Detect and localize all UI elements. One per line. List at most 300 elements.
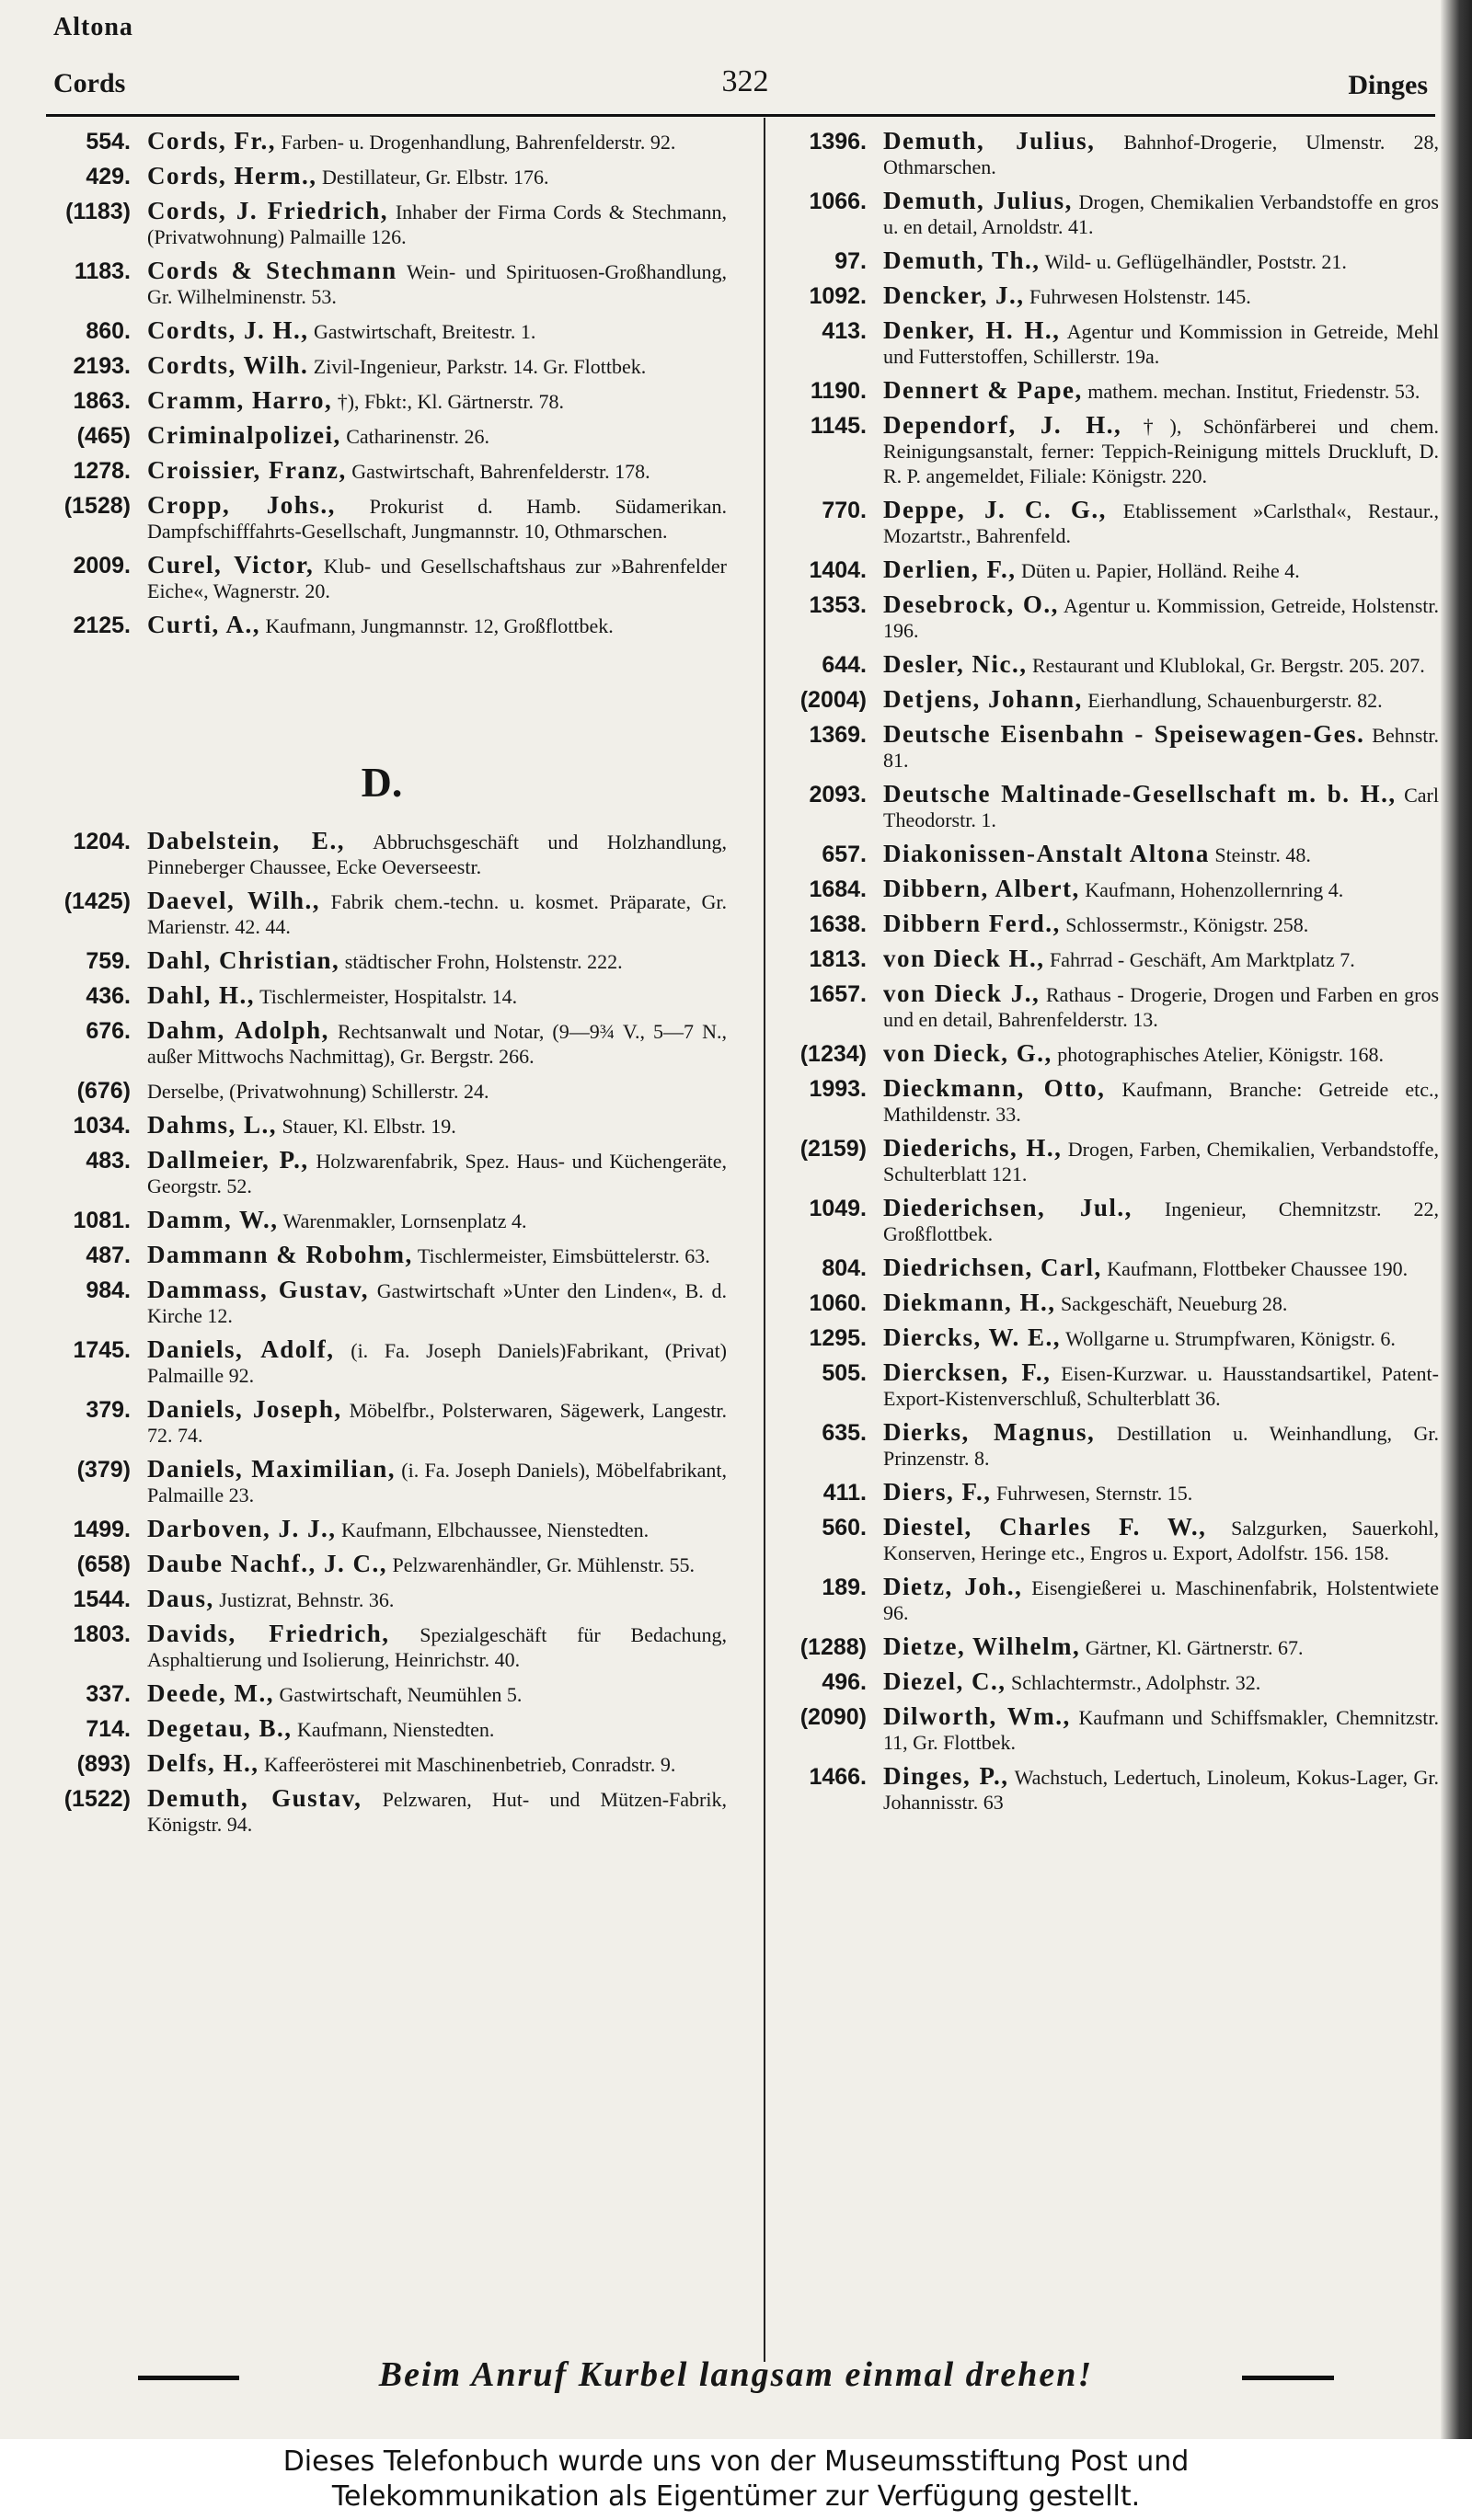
subscriber-name: Cropp, Johs.,: [147, 491, 336, 519]
directory-entry: [37, 1337, 727, 1388]
subscriber-name: Diestel, Charles F. W.,: [883, 1513, 1207, 1541]
subscriber-details: Gastwirtschaft, Bahrenfelderstr. 178.: [346, 460, 650, 483]
page-number: 322: [721, 64, 769, 98]
subscriber-details: Spezialgeschäft für Bedachung, Asphaltierung und Isolierung, Heinrichstr. 40.: [147, 1623, 727, 1671]
slogan-banner: [138, 2354, 1334, 2400]
phone-number: (2004): [799, 687, 867, 713]
entry-text: [883, 1290, 1439, 1316]
subscriber-details: Ingenieur, Chemnitzstr. 22, Großflottbek.: [883, 1197, 1439, 1245]
subscriber-name: Dibbern, Albert,: [883, 875, 1080, 902]
directory-entry: [775, 911, 1439, 937]
phone-number: 1204.: [73, 829, 131, 854]
directory-entry: [37, 983, 727, 1009]
phone-number: 1369.: [809, 722, 867, 748]
directory-entry: [775, 981, 1439, 1032]
directory-entry: [37, 1397, 727, 1448]
directory-entry: [775, 876, 1439, 902]
phone-number: 554.: [86, 129, 131, 155]
directory-entry: [37, 1277, 727, 1328]
phone-number: 770.: [822, 498, 867, 523]
subscriber-details: Justizrat, Behnstr. 36.: [213, 1588, 395, 1611]
directory-entry: [775, 1420, 1439, 1471]
subscriber-name: Dieckmann, Otto,: [883, 1074, 1106, 1102]
entry-text: [147, 258, 727, 309]
phone-number: 1034.: [73, 1113, 131, 1139]
phone-number: 1049.: [809, 1196, 867, 1221]
directory-entry: [37, 1148, 727, 1198]
phone-number: 984.: [86, 1277, 131, 1303]
directory-entry: [37, 388, 727, 414]
subscriber-name: Davids, Friedrich,: [147, 1620, 390, 1647]
subscriber-details: †), Fbkt:, Kl. Gärtnerstr. 78.: [332, 390, 564, 413]
directory-entry: [775, 652, 1439, 678]
phone-number: 1466.: [809, 1764, 867, 1790]
subscriber-name: Dierks, Magnus,: [883, 1418, 1096, 1446]
subscriber-name: Dahl, Christian,: [147, 946, 340, 974]
subscriber-name: Cords, Herm.,: [147, 162, 317, 189]
subscriber-details: städtischer Frohn, Holstenstr. 222.: [339, 950, 623, 973]
subscriber-name: Daniels, Joseph,: [147, 1395, 342, 1423]
directory-entry: [37, 613, 727, 638]
entry-text: [883, 842, 1439, 867]
entry-text: [147, 1277, 727, 1328]
entry-text: [147, 1716, 727, 1742]
subscriber-details: Klub- und Gesellschaftshaus zur »Bahrenfelder Eiche«, Wagnerstr. 20.: [147, 555, 727, 602]
directory-entry: [775, 1634, 1439, 1660]
directory-entry: [775, 189, 1439, 239]
entry-text: [883, 1420, 1439, 1471]
subscriber-details: Gastwirtschaft »Unter den Linden«, B. d. Kirche 12.: [147, 1279, 727, 1327]
entry-text: [147, 1586, 727, 1612]
phone-number: 97.: [834, 248, 867, 274]
entry-text: [883, 413, 1439, 488]
directory-entry: [37, 1457, 727, 1507]
footer-line-1: Dieses Telefonbuch wurde uns von der Museumsstiftung Post und: [282, 2446, 1190, 2478]
entry-text: [147, 983, 727, 1009]
phone-number: (658): [76, 1552, 131, 1577]
subscriber-name: Deppe, J. C. G.,: [883, 496, 1107, 523]
directory-entry: [37, 458, 727, 484]
subscriber-details: Warenmakler, Lornsenplatz 4.: [278, 1209, 527, 1232]
phone-number: 379.: [86, 1397, 131, 1423]
phone-number: 560.: [822, 1515, 867, 1541]
phone-number: 2125.: [73, 613, 131, 638]
subscriber-details: Farben- u. Drogenhandlung, Bahrenfelderstr. 92.: [276, 131, 676, 154]
running-header-first-entry: Cords: [53, 68, 126, 98]
left-entries-c: [37, 129, 727, 638]
directory-entry: [775, 1196, 1439, 1246]
entry-text: [147, 1148, 727, 1198]
phone-number: 644.: [822, 652, 867, 678]
subscriber-name: Cords, Fr.,: [147, 127, 277, 155]
phone-number: 1092.: [809, 283, 867, 309]
entry-text: [147, 458, 727, 484]
phone-number: (1425): [63, 888, 131, 914]
directory-entry: [37, 948, 727, 974]
entry-text: [883, 652, 1439, 678]
subscriber-details: Salzgurken, Sauerkohl, Konserven, Heringe etc., Engros u. Export, Adolfstr. 156. 158.: [883, 1517, 1440, 1564]
subscriber-details: Behnstr. 81.: [883, 724, 1440, 772]
directory-entry: [775, 1360, 1439, 1411]
subscriber-details: Agentur u. Kommission, Getreide, Holstenstr. 196.: [883, 594, 1439, 642]
subscriber-name: Dahl, H.,: [147, 981, 256, 1009]
entry-text: [883, 283, 1439, 309]
subscriber-name: Daevel, Wilh.,: [147, 887, 321, 914]
subscriber-details: (i. Fa. Joseph Daniels)Fabrikant, (Privat) Palmaille 92.: [147, 1339, 728, 1387]
directory-entry: [775, 687, 1439, 713]
subscriber-details: Kaufmann, Hohenzollernring 4.: [1079, 878, 1344, 901]
entry-text: [883, 1575, 1439, 1625]
phone-number: (1522): [63, 1786, 131, 1812]
entry-text: [147, 164, 727, 189]
subscriber-name: Dahms, L.,: [147, 1111, 278, 1139]
phone-number: 759.: [86, 948, 131, 974]
directory-entry: [37, 1552, 727, 1577]
entry-text: [883, 129, 1439, 179]
directory-entry: [775, 592, 1439, 643]
entry-text: [147, 1621, 727, 1672]
subscriber-details: Wachstuch, Ledertuch, Linoleum, Kokus-Lager, Gr. Johannisstr. 63: [883, 1766, 1439, 1814]
directory-entry: [775, 1041, 1439, 1067]
subscriber-details: Inhaber der Firma Cords & Stechmann, (Privatwohnung) Palmaille 126.: [147, 200, 727, 248]
directory-entry: [37, 1621, 727, 1672]
subscriber-details: Stauer, Kl. Elbstr. 19.: [277, 1115, 456, 1138]
subscriber-name: Delfs, H.,: [147, 1749, 259, 1777]
entry-text: [147, 1552, 727, 1577]
subscriber-details: Tischlermeister, Hospitalstr. 14.: [255, 985, 518, 1008]
subscriber-details: Kaufmann, Nienstedten.: [292, 1718, 495, 1741]
subscriber-details: Fahrrad - Geschäft, Am Marktplatz 7.: [1044, 948, 1355, 971]
left-entries-d: [37, 829, 727, 1837]
entry-text: [883, 981, 1439, 1032]
directory-entry: [775, 1136, 1439, 1186]
subscriber-details: Schlachtermstr., Adolphstr. 32.: [1006, 1671, 1261, 1694]
subscriber-name: Dibbern Ferd.,: [883, 910, 1061, 937]
subscriber-details: Fuhrwesen Holstenstr. 145.: [1024, 285, 1251, 308]
subscriber-details: Eisen-Kurzwar. u. Hausstandsartikel, Patent-Export-Kistenverschluß, Schulterblatt 36.: [883, 1362, 1439, 1410]
subscriber-name: Dependorf, J. H.,: [883, 411, 1122, 439]
subscriber-details: (i. Fa. Joseph Daniels), Möbelfabrikant, Palmaille 23.: [147, 1459, 727, 1506]
subscriber-details: Drogen, Chemikalien Verbandstoffe en gros u. en detail, Arnoldstr. 41.: [883, 190, 1439, 238]
subscriber-name: Cords, J. Friedrich,: [147, 197, 388, 224]
entry-text: [147, 553, 727, 603]
subscriber-name: Curti, A.,: [147, 611, 260, 638]
subscriber-details: Carl Theodorstr. 1.: [883, 784, 1439, 831]
phone-number: 1404.: [809, 557, 867, 583]
phone-number: 676.: [86, 1018, 131, 1044]
slogan-text: Beim Anruf Kurbel langsam einmal drehen!: [378, 2355, 1094, 2394]
phone-number: 483.: [86, 1148, 131, 1174]
directory-entry: [775, 283, 1439, 309]
phone-number: 860.: [86, 318, 131, 344]
directory-entry: [37, 423, 727, 449]
entry-text: [883, 498, 1439, 548]
phone-number: 1993.: [809, 1076, 867, 1102]
section-letter-heading: D.: [361, 759, 403, 806]
subscriber-details: Bahnhof-Drogerie, Ulmenstr. 28, Othmarschen.: [883, 131, 1439, 178]
entry-text: [147, 388, 727, 414]
entry-text: [147, 1786, 727, 1837]
directory-entry: [775, 722, 1439, 773]
footer-line-2: Telekommunikation als Eigentümer zur Verfügung gestellt.: [331, 2480, 1141, 2513]
subscriber-name: Dilworth, Wm.,: [883, 1702, 1071, 1730]
directory-entry: [37, 353, 727, 379]
phone-number: 2093.: [809, 782, 867, 808]
subscriber-name: Croissier, Franz,: [147, 456, 347, 484]
directory-entry: [775, 946, 1439, 972]
directory-entry: [37, 1078, 727, 1104]
entry-text: [147, 1457, 727, 1507]
subscriber-name: Dammass, Gustav,: [147, 1276, 369, 1303]
entry-text: [147, 1208, 727, 1233]
entry-text: [147, 1337, 727, 1388]
entry-text: [883, 1704, 1439, 1755]
entry-text: [883, 782, 1439, 832]
subscriber-name: Diers, F.,: [883, 1478, 992, 1506]
entry-text: [147, 948, 727, 974]
directory-entry: [37, 1751, 727, 1777]
subscriber-details: Schlossermstr., Königstr. 258.: [1060, 913, 1309, 936]
entry-text: [147, 199, 727, 249]
entry-text: [883, 1076, 1439, 1127]
running-header-last-entry: Dinges: [1348, 70, 1428, 100]
phone-number: (1183): [65, 199, 131, 224]
directory-entry: [37, 258, 727, 309]
entry-text: [147, 1681, 727, 1707]
entry-text: [883, 1136, 1439, 1186]
subscriber-name: Diakonissen-Anstalt Altona: [883, 840, 1210, 867]
phone-number: (465): [76, 423, 131, 449]
subscriber-details: Wein- und Spirituosen-Großhandlung, Gr. Wilhelminenstr. 53.: [147, 260, 727, 308]
entry-text: [147, 1113, 727, 1139]
column-divider: [764, 118, 765, 2362]
phone-number: 1499.: [73, 1517, 131, 1542]
subscriber-name: Derlien, F.,: [883, 556, 1017, 583]
directory-entry: [37, 1517, 727, 1542]
entry-text: [883, 318, 1439, 369]
phone-number: 1657.: [809, 981, 867, 1007]
directory-entry: [37, 553, 727, 603]
directory-entry: [775, 1515, 1439, 1565]
directory-entry: [775, 129, 1439, 179]
subscriber-name: Dammann & Robohm,: [147, 1241, 413, 1268]
phone-number: (893): [76, 1751, 131, 1777]
subscriber-name: Daniels, Maximilian,: [147, 1455, 397, 1483]
subscriber-details: Gastwirtschaft, Breitestr. 1.: [308, 320, 536, 343]
directory-entry: [37, 829, 727, 879]
phone-number: 1278.: [73, 458, 131, 484]
directory-entry: [775, 318, 1439, 369]
directory-entry: [775, 782, 1439, 832]
directory-entry: [37, 1113, 727, 1139]
phone-number: 2193.: [73, 353, 131, 379]
left-column: [37, 129, 727, 1846]
subscriber-details: Gärtner, Kl. Gärtnerstr. 67.: [1080, 1636, 1304, 1659]
subscriber-name: Curel, Victor,: [147, 551, 315, 578]
phone-number: 505.: [822, 1360, 867, 1386]
entry-text: [883, 1669, 1439, 1695]
directory-entry: [37, 493, 727, 544]
entry-text: [883, 722, 1439, 773]
entry-text: [147, 1517, 727, 1542]
directory-entry: [37, 1786, 727, 1837]
subscriber-name: Denker, H. H.,: [883, 316, 1061, 344]
subscriber-name: Dinges, P.,: [883, 1762, 1009, 1790]
subscriber-details: Pelzwarenhändler, Gr. Mühlenstr. 55.: [387, 1553, 695, 1576]
directory-entry: [775, 1480, 1439, 1506]
phone-number: 496.: [822, 1669, 867, 1695]
entry-text: [147, 1751, 727, 1777]
phone-number: (2090): [799, 1704, 867, 1730]
entry-text: [883, 189, 1439, 239]
phone-number: 1066.: [809, 189, 867, 214]
subscriber-details: †), Schönfärberei und chem. Reinigungsanstalt, ferner: Teppich-Reinigung mittels Druckluft, D. R. P. angemeldet, Filiale: Königstr. 220.: [883, 415, 1439, 487]
subscriber-name: Desebrock, O.,: [883, 590, 1059, 618]
subscriber-name: Dietz, Joh.,: [883, 1573, 1023, 1600]
phone-number: 657.: [822, 842, 867, 867]
page-edge-shadow: [1441, 0, 1472, 2439]
subscriber-name: von Dieck H.,: [883, 945, 1045, 972]
subscriber-name: Cords & Stechmann: [147, 257, 397, 284]
entry-text: [883, 1634, 1439, 1660]
subscriber-name: Deede, M.,: [147, 1679, 274, 1707]
phone-number: 2009.: [73, 553, 131, 578]
phone-number: (1288): [799, 1634, 867, 1660]
subscriber-name: Cordts, Wilh.: [147, 351, 309, 379]
entry-text: [883, 1480, 1439, 1506]
subscriber-details: Drogen, Farben, Chemikalien, Verbandstoffe, Schulterblatt 121.: [883, 1138, 1439, 1186]
header-rule: [46, 114, 1435, 117]
entry-text: [883, 1255, 1439, 1281]
subscriber-details: mathem. mechan. Institut, Friedenstr. 53.: [1082, 380, 1420, 403]
subscriber-details: Kaufmann, Jungmannstr. 12, Großflottbek.: [260, 614, 614, 637]
phone-number: 1803.: [73, 1621, 131, 1647]
subscriber-details: Kaufmann und Schiffsmakler, Chemnitzstr. 11, Gr. Flottbek.: [883, 1706, 1439, 1754]
subscriber-details: Prokurist d. Hamb. Südamerikan. Dampfschifffahrts-Gesellschaft, Jungmannstr. 10, Othmarschen.: [147, 495, 727, 543]
subscriber-name: Detjens, Johann,: [883, 685, 1083, 713]
subscriber-name: Dennert & Pape,: [883, 376, 1083, 404]
entry-text: [883, 592, 1439, 643]
phone-number: 1183.: [74, 258, 131, 284]
subscriber-name: Diederichs, H.,: [883, 1134, 1063, 1162]
phone-number: 429.: [86, 164, 131, 189]
directory-entry: [775, 557, 1439, 583]
phone-number: 487.: [86, 1243, 131, 1268]
subscriber-name: Diekmann, H.,: [883, 1289, 1056, 1316]
phone-number: 189.: [822, 1575, 867, 1600]
phone-number: 337.: [86, 1681, 131, 1707]
phone-number: 635.: [822, 1420, 867, 1446]
subscriber-details: Pelzwaren, Hut- und Mützen-Fabrik, Königstr. 94.: [147, 1788, 727, 1836]
directory-entry: [775, 1255, 1439, 1281]
directory-entry: [37, 199, 727, 249]
subscriber-details: Zivil-Ingenieur, Parkstr. 14. Gr. Flottbek.: [308, 355, 647, 378]
subscriber-name: Diercksen, F.,: [883, 1358, 1052, 1386]
entry-text: [883, 876, 1439, 902]
subscriber-name: Daniels, Adolf,: [147, 1335, 335, 1363]
subscriber-name: Darboven, J. J.,: [147, 1515, 337, 1542]
subscriber-details: Wild- u. Geflügelhändler, Poststr. 21.: [1040, 250, 1347, 273]
subscriber-name: Dabelstein, E.,: [147, 827, 345, 854]
subscriber-details: Sackgeschäft, Neueburg 28.: [1055, 1292, 1288, 1315]
subscriber-details: Tischlermeister, Eimsbüttelerstr. 63.: [412, 1244, 710, 1267]
entry-text: [147, 1397, 727, 1448]
provenance-footer: [0, 2439, 1472, 2520]
subscriber-details: Destillateur, Gr. Elbstr. 176.: [316, 166, 549, 189]
subscriber-details: Eisengießerei u. Maschinenfabrik, Holstentwiete 96.: [883, 1576, 1439, 1624]
subscriber-details: Derselbe, (Privatwohnung) Schillerstr. 24.: [147, 1080, 489, 1103]
directory-entry: [37, 1681, 727, 1707]
subscriber-details: Abbruchsgeschäft und Holzhandlung, Pinneberger Chaussee, Ecke Oeverseestr.: [147, 830, 728, 878]
subscriber-name: Deutsche Maltinade-Gesellschaft m. b. H.,: [883, 780, 1397, 808]
directory-entry: [37, 318, 727, 344]
phone-number: 714.: [86, 1716, 131, 1742]
phone-number: 1863.: [73, 388, 131, 414]
subscriber-details: Holzwarenfabrik, Spez. Haus- und Küchengeräte, Georgstr. 52.: [147, 1150, 727, 1197]
directory-entry: [775, 498, 1439, 548]
phone-number: 1544.: [73, 1586, 131, 1612]
subscriber-name: Degetau, B.,: [147, 1714, 293, 1742]
phone-number: 1081.: [73, 1208, 131, 1233]
directory-entry: [775, 1290, 1439, 1316]
entry-text: [147, 353, 727, 379]
entry-text: [147, 829, 727, 879]
entry-text: [883, 911, 1439, 937]
phone-number: 1060.: [809, 1290, 867, 1316]
entry-text: [147, 318, 727, 344]
subscriber-name: Desler, Nic.,: [883, 650, 1028, 678]
subscriber-details: Restaurant und Klublokal, Gr. Bergstr. 205. 207.: [1027, 654, 1425, 677]
subscriber-details: Wollgarne u. Strumpfwaren, Königstr. 6.: [1061, 1327, 1396, 1350]
subscriber-name: Dahm, Adolph,: [147, 1016, 329, 1044]
directory-entry: [775, 248, 1439, 274]
phone-number: (379): [76, 1457, 131, 1483]
subscriber-name: Criminalpolizei,: [147, 421, 341, 449]
subscriber-details: Rechtsanwalt und Notar, (9—9¾ V., 5—7 N., außer Mittwochs Nachmittag), Gr. Bergstr. 266.: [147, 1020, 727, 1068]
subscriber-name: Dietze, Wilhelm,: [883, 1632, 1081, 1660]
entry-text: [883, 1764, 1439, 1815]
subscriber-details: Steinstr. 48.: [1209, 843, 1311, 866]
entry-text: [883, 1515, 1439, 1565]
directory-entry: [775, 1704, 1439, 1755]
phone-number: 1295.: [809, 1325, 867, 1351]
entry-text: [883, 1325, 1439, 1351]
directory-entry: [775, 378, 1439, 404]
directory-entry: [775, 413, 1439, 488]
subscriber-details: Destillation u. Weinhandlung, Gr. Prinzenstr. 8.: [883, 1422, 1439, 1470]
subscriber-details: Kaufmann, Elbchaussee, Nienstedten.: [336, 1518, 650, 1541]
phone-number: (2159): [799, 1136, 867, 1162]
subscriber-name: Diercks, W. E.,: [883, 1323, 1062, 1351]
subscriber-details: Fabrik chem.-techn. u. kosmet. Präparate, Gr. Marienstr. 42. 44.: [147, 890, 727, 938]
directory-entry: [37, 1716, 727, 1742]
phone-number: (1234): [799, 1041, 867, 1067]
directory-entry: [775, 1764, 1439, 1815]
entry-text: [147, 888, 727, 939]
directory-entry: [37, 129, 727, 155]
directory-entry: [775, 1325, 1439, 1351]
entry-text: [883, 1196, 1439, 1246]
directory-entry: [775, 842, 1439, 867]
directory-entry: [37, 164, 727, 189]
subscriber-name: Demuth, Th.,: [883, 246, 1041, 274]
subscriber-details: Kaufmann, Branche: Getreide etc., Mathildenstr. 33.: [883, 1078, 1439, 1126]
phone-number: 436.: [86, 983, 131, 1009]
entry-text: [883, 946, 1439, 972]
phone-number: (1528): [63, 493, 131, 519]
subscriber-name: Demuth, Julius,: [883, 187, 1073, 214]
entry-text: [147, 129, 727, 155]
